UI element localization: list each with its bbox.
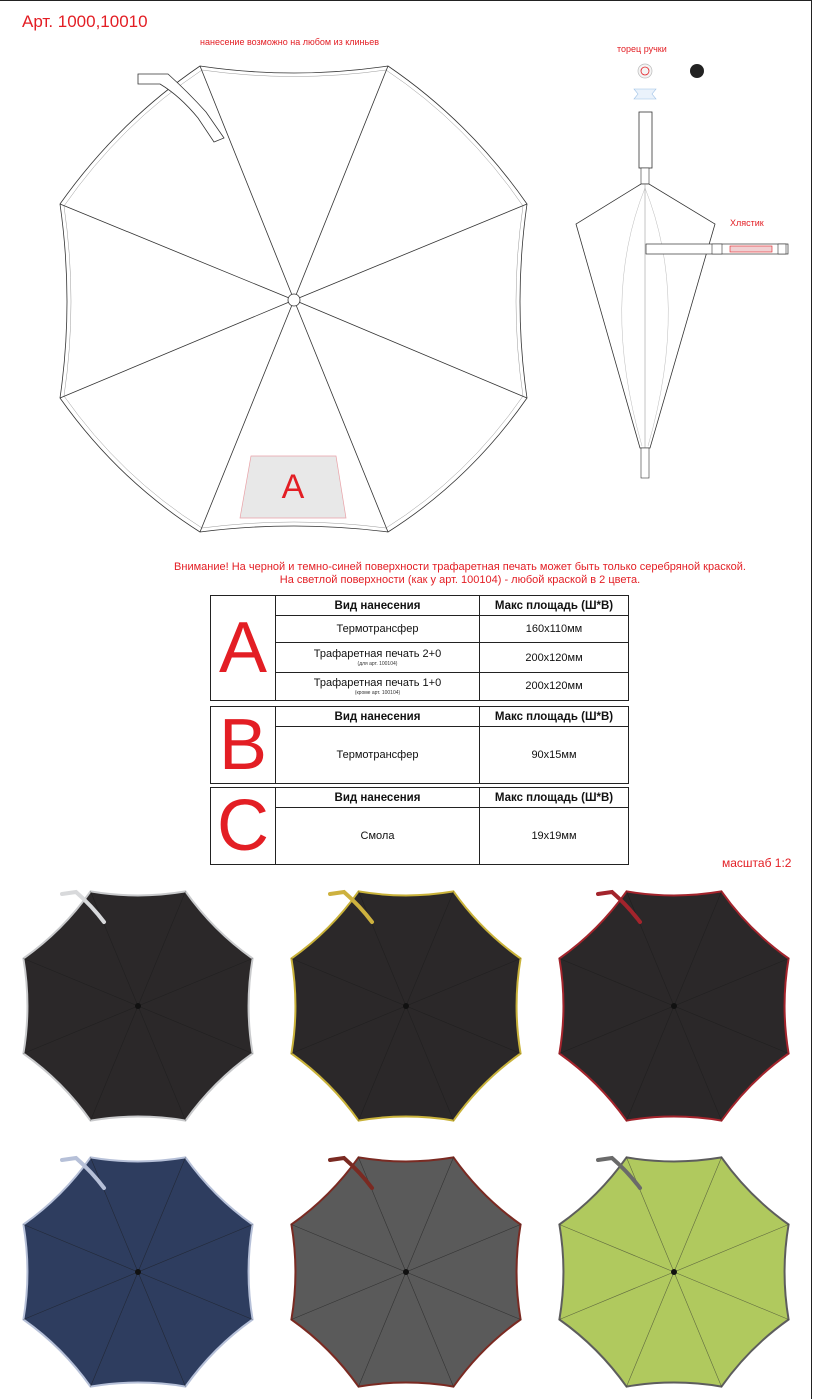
table-letter: B [211,707,276,784]
umbrella-variant [559,1157,788,1386]
attention-line-2: На светлой поверхности (как у арт. 100104) - любой краской в 2 цвета. [279,574,641,586]
article-title: Арт. 1000,10010 [22,12,148,31]
method-cell: Смола [276,808,480,865]
spec-table-a [210,595,629,701]
method-cell: Термотрансфер [276,727,480,784]
attention-note [120,561,800,587]
area-cell: 200x120мм [480,643,629,672]
method-note: (для арт. 100104) [357,661,398,668]
closed-umbrella-side [576,112,715,478]
umbrella-tip [671,1003,677,1009]
area-cell: 90x15мм [480,727,629,784]
table-letter: A [211,596,276,701]
table-letter: C [211,788,276,865]
area-cell: 19x19мм [480,808,629,865]
area-cell: 160x110мм [480,616,629,643]
umbrella-variant [23,1157,252,1386]
method-note: (кроме арт. 100104) [354,689,401,696]
strap-drawing [646,244,788,254]
area-header: Макс площадь (Ш*В) [480,707,629,727]
umbrella-tip [671,1269,677,1275]
method-header: Вид нанесения [276,596,480,616]
area-header: Макс площадь (Ш*В) [480,596,629,616]
color-variants [23,891,788,1386]
spec-table-c [210,787,629,865]
umbrella-tip [403,1269,409,1275]
spec-table-b [210,706,629,784]
umbrella-tip [403,1003,409,1009]
method-cell: Термотрансфер [276,616,480,643]
umbrella-tip [135,1269,141,1275]
strap-label: Хлястик [730,218,764,228]
print-area-label: A [281,468,305,506]
handle-end-label: торец ручки [617,44,667,54]
scale-label: масштаб 1:2 [722,856,792,870]
method-header: Вид нанесения [276,707,480,727]
method-cell: Трафаретная печать 1+0 (кроме арт. 100104) [276,672,480,700]
handle-end-icons [634,64,704,99]
print-note: нанесение возможно на любом из клиньев [200,37,380,47]
print-area-a [240,456,346,518]
umbrella-variant [23,891,252,1120]
umbrella-tip [135,1003,141,1009]
area-cell: 200x120мм [480,672,629,700]
umbrella-variant [291,1157,520,1386]
attention-line-1: Внимание! На черной и темно-синей поверхности трафаретная печать может быть только серебряной краской. [174,561,746,573]
method-header: Вид нанесения [276,788,480,808]
area-header: Макс площадь (Ш*В) [480,788,629,808]
method-cell: Трафаретная печать 2+0 (для арт. 100104) [276,643,480,672]
umbrella-variant [291,891,520,1120]
umbrella-variant [559,891,788,1120]
